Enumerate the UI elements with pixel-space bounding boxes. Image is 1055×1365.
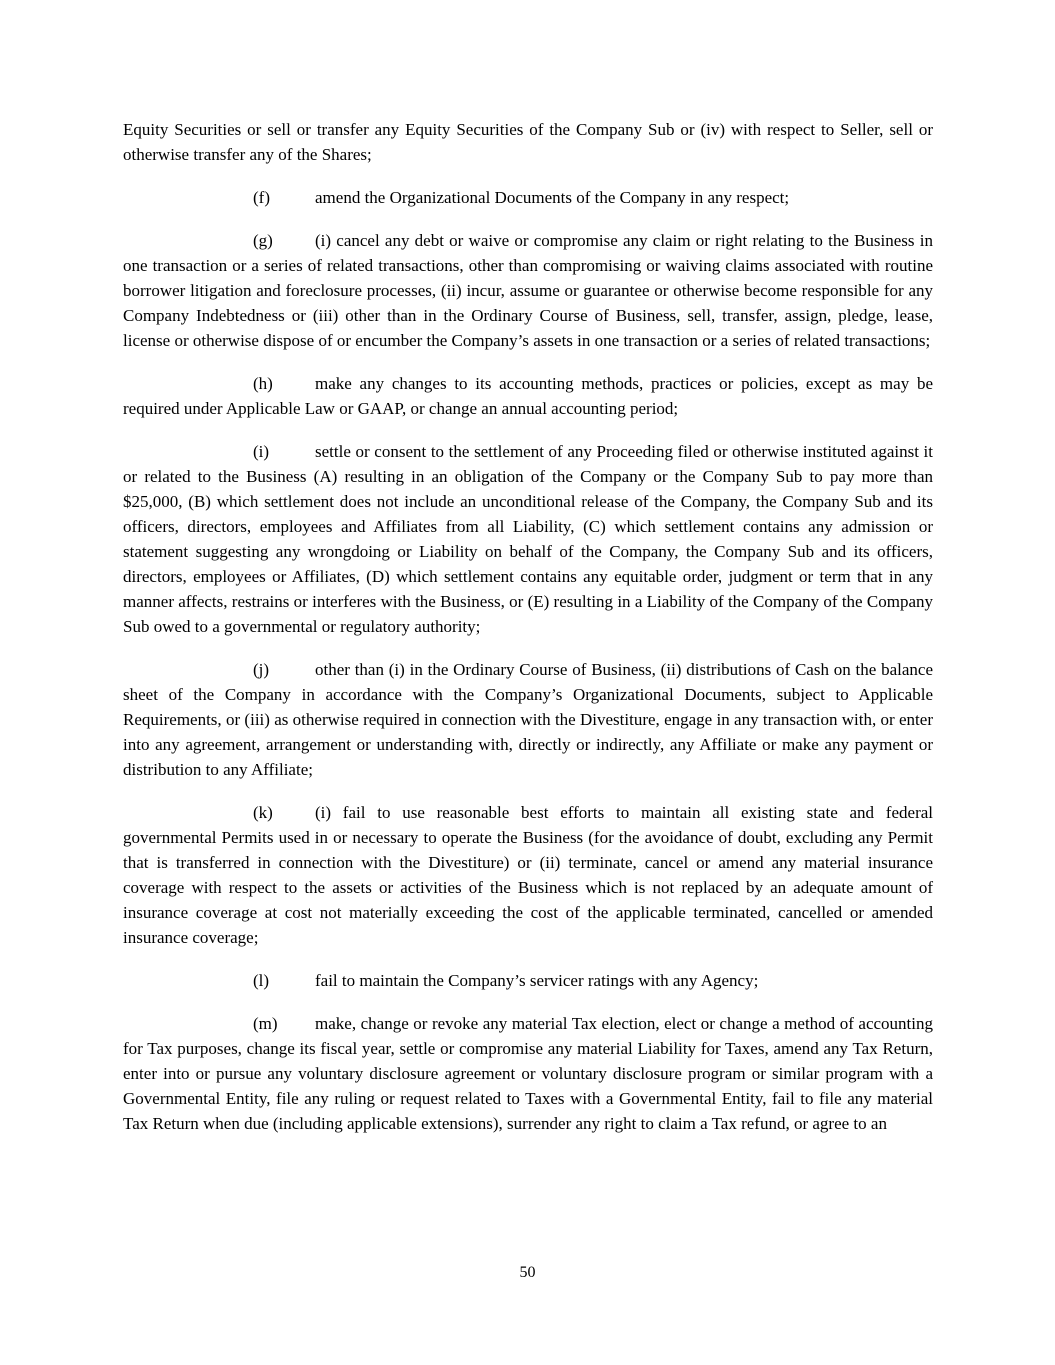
paragraph-intro-continuation: Equity Securities or sell or transfer any Equity Securities of the Company Sub or (iv) with respect to Seller, sell or otherwise transfer any of the Shares; <box>123 120 933 164</box>
paragraph-g <box>123 228 933 353</box>
paragraph-i-text: settle or consent to the settlement of any Proceeding filed or otherwise instituted against it or related to the Business (A) resulting in an obligation of the Company or the Company Sub to pay more than $25,000, (B) which settlement does not include an unconditional release of the Company, the Company Sub and its officers, directors, employees and Affiliates from all Liability, (C) which settlement contains any admission or statement suggesting any wrongdoing or Liability on behalf of the Company, the Company Sub and its officers, directors, employees or Affiliates, (D) which settlement contains any equitable order, judgment or term that in any manner affects, restrains or interferes with the Business, or (E) resulting in a Liability of the Company of the Company Sub owed to a governmental or regulatory authority; <box>123 442 933 636</box>
paragraph-k <box>123 800 933 950</box>
paragraph-m-text: make, change or revoke any material Tax election, elect or change a method of accounting for Tax purposes, change its fiscal year, settle or compromise any material Liability for Taxes, amend any Tax Return, enter into or pursue any voluntary disclosure agreement or voluntary disclosure program or similar program with a Governmental Entity, file any ruling or request related to Taxes with a Governmental Entity, fail to file any material Tax Return when due (including applicable extensions), surrender any right to claim a Tax refund, or agree to an <box>123 1014 933 1133</box>
paragraph-k-text: (i) fail to use reasonable best efforts to maintain all existing state and federal governmental Permits used in or necessary to operate the Business (for the avoidance of doubt, excluding any Permit that is transferred in connection with the Divestiture) or (ii) terminate, cancel or amend any material insurance coverage with respect to the assets or activities of the Business which is not replaced by an adequate amount of insurance coverage at cost not materially exceeding the cost of the applicable terminated, cancelled or amended insurance coverage; <box>123 803 933 947</box>
paragraph-j-text: other than (i) in the Ordinary Course of Business, (ii) distributions of Cash on the balance sheet of the Company in accordance with the Company’s Organizational Documents, subject to Applicable Requirements, or (iii) as otherwise required in connection with the Divestiture, engage in any transaction with, or enter into any agreement, arrangement or understanding with, directly or indirectly, any Affiliate or make any payment or distribution to any Affiliate; <box>123 660 933 779</box>
paragraph-j-label: (j) <box>253 660 270 679</box>
paragraph-h-label: (h) <box>253 374 273 393</box>
paragraph-j <box>123 657 933 782</box>
paragraph-m <box>123 1011 933 1136</box>
paragraph-i-label: (i) <box>253 442 270 461</box>
paragraph-h <box>123 371 933 421</box>
paragraph-m-label: (m) <box>253 1014 278 1033</box>
paragraph-f-label: (f) <box>253 188 270 207</box>
page-number: 50 <box>519 1264 536 1281</box>
paragraph-l-label: (l) <box>253 971 270 990</box>
paragraph-l-text: fail to maintain the Company’s servicer ratings with any Agency; <box>315 971 759 990</box>
paragraph-g-label: (g) <box>253 231 273 250</box>
paragraph-f <box>123 185 933 210</box>
paragraph-l <box>123 968 933 993</box>
paragraph-f-text: amend the Organizational Documents of the Company in any respect; <box>315 188 790 207</box>
paragraph-i <box>123 439 933 639</box>
paragraph-h-text: make any changes to its accounting methods, practices or policies, except as may be required under Applicable Law or GAAP, or change an annual accounting period; <box>123 374 933 418</box>
paragraph-g-text: (i) cancel any debt or waive or compromise any claim or right relating to the Business in one transaction or a series of related transactions, other than compromising or waiving claims associated with routine borrower litigation and foreclosure processes, (ii) incur, assume or guarantee or otherwise become responsible for any Company Indebtedness or (iii) other than in the Ordinary Course of Business, sell, transfer, assign, pledge, lease, license or otherwise dispose of or encumber the Company’s assets in one transaction or a series of related transactions; <box>123 231 933 350</box>
paragraph-k-label: (k) <box>253 803 273 822</box>
